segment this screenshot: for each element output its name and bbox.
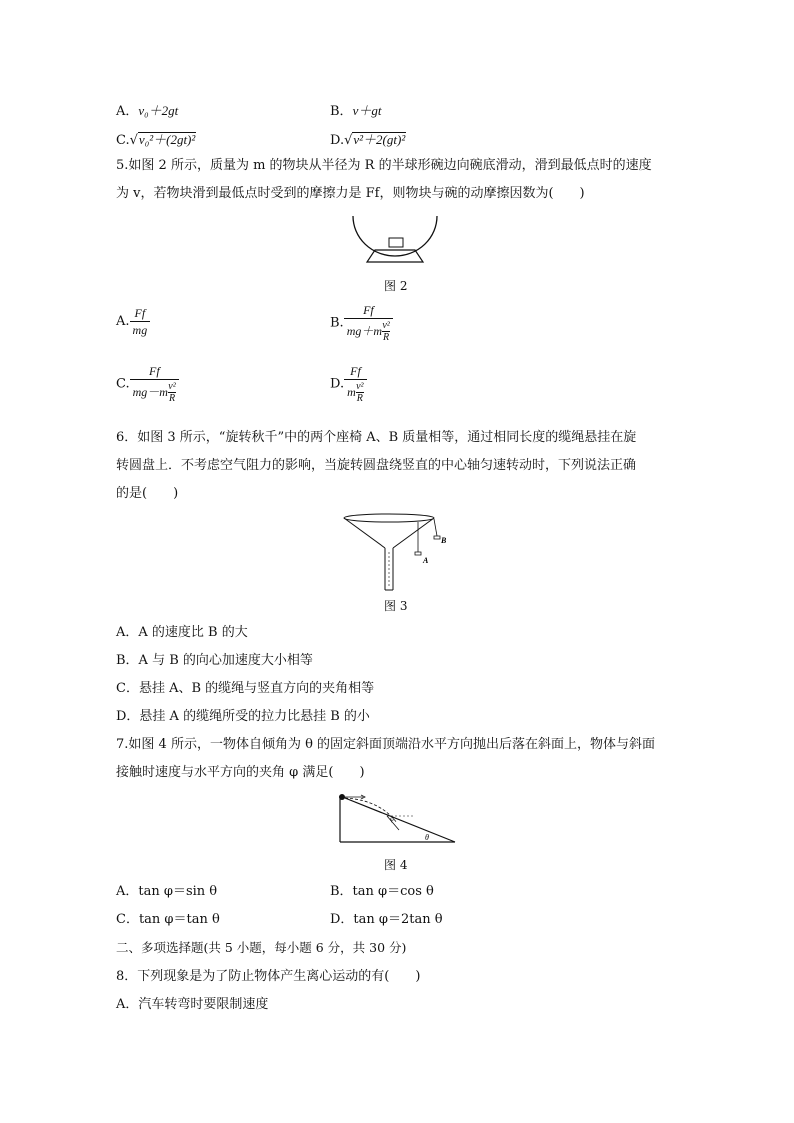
q6-option-b: B．A 与 B 的向心加速度大小相等 [116, 653, 313, 668]
section-heading-multiple-choice: 二、多项选择题(共 5 小题，每小题 6 分，共 30 分) [116, 940, 407, 955]
q6-option-d: D．悬挂 A 的缆绳所受的拉力比悬挂 B 的小 [116, 709, 370, 724]
figure-2-caption: 图 2 [384, 279, 408, 293]
q4-option-d: D.√v²＋2(gt)² [330, 132, 406, 148]
q5-option-a: A. $\frac{Ff}{mg}$ [116, 306, 150, 337]
q5-option-d: D. Ff m $\frac{\text{v²}}{R}$ [330, 364, 367, 404]
q6-option-c: C．悬挂 A、B 的缆绳与竖直方向的夹角相等 [116, 681, 375, 696]
figure-2-bowl [345, 212, 445, 264]
figure-4-caption: 图 4 [384, 858, 408, 872]
q5-stem-line1: 5.如图 2 所示，质量为 m 的物块从半径为 R 的半球形碗边向碗底滑动，滑到最低点时的速度 [116, 158, 652, 173]
q7-option-a: A．tan φ＝sin θ [116, 884, 218, 899]
figure-3-swing [340, 512, 455, 592]
figure-4-label-phi: φ [390, 815, 394, 823]
figure-3-label-a: A [423, 556, 429, 565]
q8-option-a: A．汽车转弯时要限制速度 [116, 997, 269, 1012]
figure-3-caption: 图 3 [384, 599, 408, 613]
q8-stem-line1: 8．下列现象是为了防止物体产生离心运动的有( ) [116, 969, 421, 984]
q6-stem-line1: 6．如图 3 所示，“旋转秋千”中的两个座椅 A、B 质量相等，通过相同长度的缆绳悬挂在旋 [116, 430, 637, 445]
q4-option-a: A．v₀＋2gt [116, 103, 179, 119]
q7-stem-line1: 7.如图 4 所示，一物体自倾角为 θ 的固定斜面顶端沿水平方向抛出后落在斜面上，物体与斜面 [116, 737, 656, 752]
figure-4-incline [335, 790, 460, 846]
figure-3-label-b: B [441, 536, 447, 545]
q7-option-d: D．tan φ＝2tan θ [330, 912, 443, 927]
q6-stem-line2: 转圆盘上．不考虑空气阻力的影响，当旋转圆盘绕竖直的中心轴匀速转动时，下列说法正确 [116, 458, 637, 473]
q7-option-c: C．tan φ＝tan θ [116, 912, 220, 927]
figure-4-label-theta: θ [425, 833, 429, 842]
q4-option-b: B．v＋gt [330, 103, 382, 119]
q6-option-a: A．A 的速度比 B 的大 [116, 625, 248, 640]
q7-option-b: B．tan φ＝cos θ [330, 884, 434, 899]
q5-stem-line2: 为 v，若物块滑到最低点时受到的摩擦力是 Ff，则物块与碗的动摩擦因数为( ) [116, 186, 585, 201]
q7-stem-line2: 接触时速度与水平方向的夹角 φ 满足( ) [116, 765, 365, 780]
q6-stem-line3: 的是( ) [116, 486, 179, 501]
q5-option-c: C. Ff mg－m $\frac{\text{v²}}{R}$ [116, 364, 179, 404]
q5-option-b: B. Ff mg＋m $\frac{\text{v²}}{R}$ [330, 303, 393, 343]
q4-option-c: C.√v₀²＋(2gt)² [116, 132, 196, 148]
